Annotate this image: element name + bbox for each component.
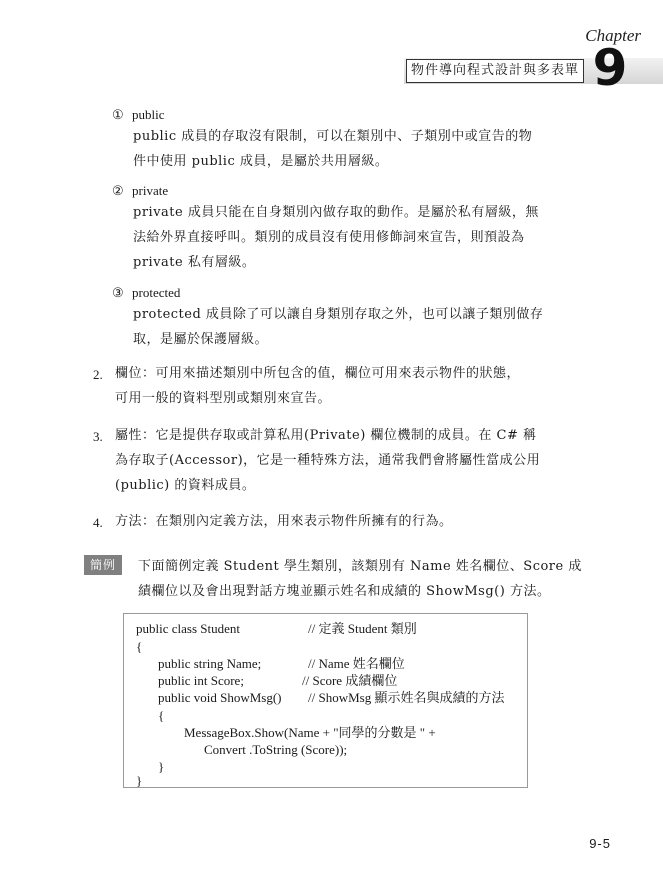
access-name: public [132, 107, 165, 122]
page-number: 9-5 [589, 836, 611, 851]
access-desc-protected [133, 302, 543, 352]
code-line: public string Name; [158, 656, 262, 671]
item-number: 4. [93, 515, 103, 530]
text-line: 件中使用 public 成員，是屬於共用層級。 [133, 154, 389, 169]
text-line: protected 成員除了可以讓自身類別存取之外，也可以讓子類別做存 [133, 307, 544, 322]
item-field [115, 361, 520, 411]
circled-number-1: ① [112, 107, 124, 122]
code-box [123, 613, 528, 788]
code-line: } [136, 773, 143, 788]
text-line: 屬性：它是提供存取或計算私用(Private) 欄位機制的成員。在 C# 稱 [115, 428, 537, 443]
example-tag: 簡例 [84, 555, 122, 575]
access-heading-public [112, 107, 165, 123]
code-line: } [158, 759, 165, 774]
chapter-title: 物件導向程式設計與多表單 [406, 59, 584, 83]
text-line: private 成員只能在自身類別內做存取的動作。是屬於私有層級，無 [133, 205, 539, 220]
item-method [115, 509, 453, 534]
access-heading-protected [112, 285, 180, 301]
code-line: { [136, 639, 143, 654]
code-line: MessageBox.Show(Name + "同學的分數是 " + [184, 725, 436, 740]
text-line: (public) 的資料成員。 [115, 478, 256, 493]
access-name: private [132, 183, 169, 198]
item-property [115, 423, 540, 498]
access-desc-private [133, 200, 539, 275]
text-line: 為存取子(Accessor)，它是一種特殊方法，通常我們會將屬性當成公用 [115, 453, 541, 468]
circled-number-2: ② [112, 183, 124, 198]
chapter-label: Chapter [585, 26, 641, 45]
code-comment: // Score 成績欄位 [302, 673, 398, 688]
text-line: 下面簡例定義 Student 學生類別，該類別有 Name 姓名欄位、Score 成 [138, 559, 582, 574]
text-line: 績欄位以及會出現對話方塊並顯示姓名和成績的 ShowMsg() 方法。 [138, 584, 551, 599]
code-line: public class Student [136, 621, 240, 636]
circled-number-3: ③ [112, 285, 124, 300]
chapter-number: 9 [592, 39, 628, 97]
text-line: 可用一般的資料型別或類別來宣告。 [115, 391, 332, 406]
item-number: 2. [93, 367, 103, 382]
code-line: { [158, 708, 165, 723]
code-comment: // ShowMsg 顯示姓名與成績的方法 [308, 690, 505, 705]
code-comment: // Name 姓名欄位 [308, 656, 405, 671]
code-line: Convert .ToString (Score)); [204, 742, 348, 757]
text-line: 方法：在類別內定義方法，用來表示物件所擁有的行為。 [115, 514, 453, 529]
code-comment: // 定義 Student 類別 [308, 621, 417, 636]
code-line: public int Score; [158, 673, 244, 688]
text-line: public 成員的存取沒有限制，可以在類別中、子類別中或宣告的物 [133, 129, 533, 144]
item-number: 3. [93, 429, 103, 444]
access-name: protected [132, 285, 181, 300]
text-line: 法給外界直接呼叫。類別的成員沒有使用修飾詞來宣告，則預設為 [133, 230, 525, 245]
example-text [138, 554, 582, 604]
text-line: 取，是屬於保護層級。 [133, 332, 269, 347]
access-desc-public [133, 124, 532, 174]
text-line: private 私有層級。 [133, 255, 256, 270]
code-line: public void ShowMsg() [158, 690, 282, 705]
access-heading-private [112, 183, 168, 199]
text-line: 欄位：可用來描述類別中所包含的值，欄位可用來表示物件的狀態， [115, 366, 521, 381]
